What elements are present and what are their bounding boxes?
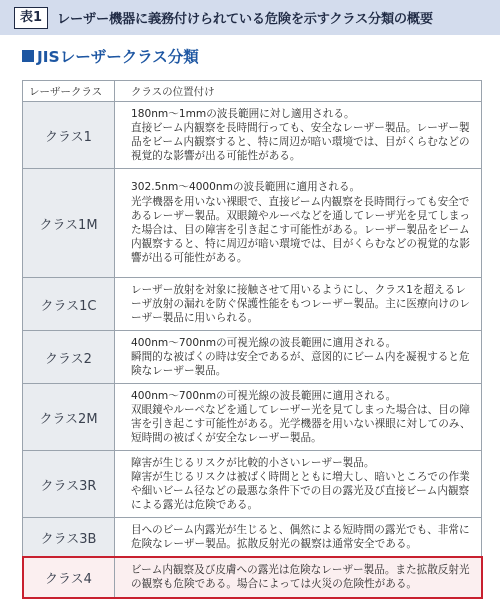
description-line: 障害が生じるリスクが比較的小さいレーザー製品。	[131, 456, 375, 469]
description-line: 400nm～700nmの可視光線の波長範囲に適用される。	[131, 336, 397, 349]
description-cell	[115, 518, 482, 557]
class-cell: クラス1	[23, 102, 115, 169]
description-line: ビーム内観察及び皮膚への露光は危険なレーザー製品。また拡散反射光の観察も危険である。場合によっては火災の危険性がある。	[131, 563, 470, 590]
table-header-row	[23, 81, 482, 102]
description-cell	[115, 384, 482, 451]
table-row	[23, 384, 482, 451]
description-cell	[115, 331, 482, 384]
description-cell	[115, 169, 482, 278]
description-line: 400nm～700nmの可視光線の波長範囲に適用される。	[131, 389, 397, 402]
description-cell	[115, 278, 482, 331]
description-line: 302.5nm～4000nmの波長範囲に適用される。	[131, 181, 361, 194]
laser-class-table	[22, 80, 482, 598]
class-cell: クラス4	[23, 557, 115, 598]
title-bar	[0, 0, 500, 35]
description-line: レーザー放射を対象に接触させて用いるようにし、クラス1を超えるレーザ放射の漏れを防ぐ保護性能をもつレーザー製品。主に医療向けのレーザー製品に用いられる。	[131, 283, 470, 325]
table-row	[23, 518, 482, 557]
column-header-class: レーザークラス	[23, 81, 115, 102]
description-cell	[115, 451, 482, 518]
table-number-tag: 表1	[14, 7, 48, 29]
highlight-frame	[22, 556, 483, 599]
section-heading-text: JISレーザークラス分類	[37, 48, 199, 66]
class-cell: クラス2M	[23, 384, 115, 451]
description-line: 直接ビーム内観察を長時間行っても、安全なレーザー製品。レーザー製品をビーム内観察すると、特に周辺が暗い環境では、目がくらむなどの視覚的な影響が出る可能性がある。	[131, 121, 470, 163]
description-line: 180nm～1mmの波長範囲に対し適用される。	[131, 107, 355, 120]
section-heading	[22, 45, 199, 67]
class-cell: クラス3B	[23, 518, 115, 557]
class-cell: クラス1C	[23, 278, 115, 331]
class-cell: クラス1M	[23, 169, 115, 278]
table-row	[23, 331, 482, 384]
description-cell	[115, 102, 482, 169]
class-cell: クラス3R	[23, 451, 115, 518]
class-cell: クラス2	[23, 331, 115, 384]
description-line: 光学機器を用いない裸眼で、直接ビーム内観察を長時間行っても安全であるレーザー製品。双眼鏡やルーペなどを通してレーザ光を見てしまった場合は、目の障害を引き起こす可能性がある。レーザー製品をビーム内観察すると、特に周辺が暗い環境では、目がくらむなどの視覚的な影響が出る可能性がある。	[131, 195, 470, 265]
description-line: 双眼鏡やルーペなどを通してレーザー光を見てしまった場合は、目の障害を引き起こす可能性がある。光学機器を用いない裸眼に対してのみ、短時間の被ばくが安全なレーザー製品。	[131, 403, 471, 445]
table-row	[23, 278, 482, 331]
table-title: レーザー機器に義務付けられている危険を示すクラス分類の概要	[57, 12, 433, 27]
description-line: 目へのビーム内露光が生じると、偶然による短時間の露光でも、非常に危険なレーザー製品。拡散反射光の観察は通常安全である。	[131, 523, 470, 550]
square-bullet-icon	[22, 50, 34, 62]
table-row	[23, 169, 482, 278]
description-line: 瞬間的な被ばくの時は安全であるが、意図的にビーム内を凝視すると危険なレーザー製品。	[131, 350, 470, 378]
description-line: 障害が生じるリスクは被ばく時間とともに増大し、暗いところでの作業や細いビーム径などの最悪な条件下での目の露光及び直接ビーム内観察による露光は危険である。	[131, 470, 470, 512]
column-header-position: クラスの位置付け	[115, 81, 482, 102]
table-row	[23, 451, 482, 518]
table-row	[23, 102, 482, 169]
